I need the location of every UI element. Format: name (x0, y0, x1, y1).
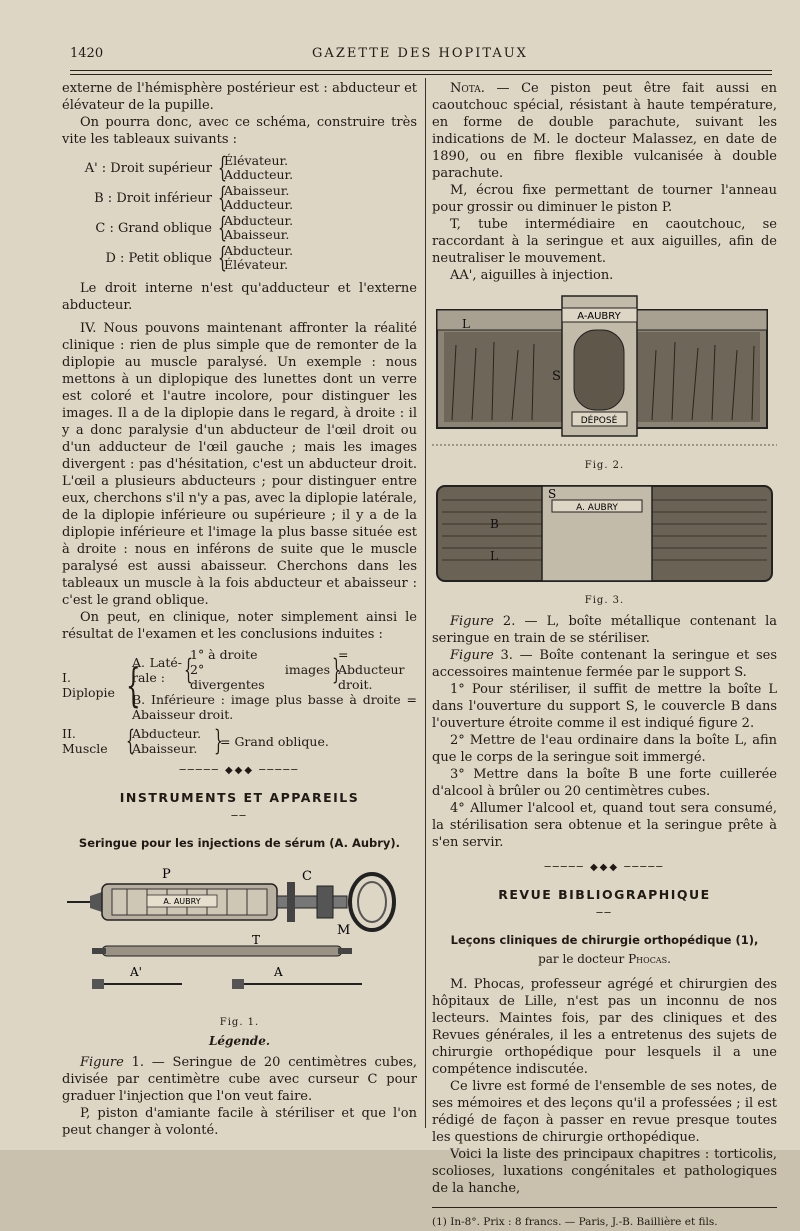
paragraph (432, 647, 777, 681)
brace-glyph: } (332, 652, 341, 686)
diplopia-details (132, 647, 417, 722)
paragraph: 1° Pour stériliser, il suffit de mettre la boîte L dans l'ouverture du support S, le couvercle B dans l'ouverture étroite comme il est indiqué figure 2. (432, 682, 777, 731)
depose-mark: DÉPOSÉ (580, 416, 618, 426)
brace-glyph: { (218, 151, 227, 184)
paragraph: P, piston d'amiante facile à stériliser et que l'on peut changer à volonté. (62, 1106, 417, 1138)
ornament-divider: ───── ◆◆◆ ───── (544, 862, 665, 873)
muscle-findings (132, 726, 212, 756)
lateral-label: A. Laté-rale : (132, 654, 182, 685)
paragraph: externe de l'hémisphère postérieur est : abducteur et élévateur de la pupille. (62, 81, 417, 113)
paragraph: Le droit interne n'est qu'adducteur et l'externe abducteur. (62, 281, 417, 313)
value: Adducteur. (224, 167, 294, 182)
footnote-rule (432, 1207, 777, 1208)
left-column (62, 80, 417, 1139)
figure-2-sterilizer (432, 290, 777, 474)
label-S: S (548, 487, 557, 501)
paragraph: 2° Mettre de l'eau ordinaire dans la boîte L, afin que le corps de la seringue soit immergé. (432, 733, 777, 765)
finding: 2° images divergentes (190, 662, 330, 692)
author-name: Phocas. (628, 952, 671, 966)
muscle-action-table (62, 151, 417, 274)
table-row (62, 211, 417, 244)
diplopia-block (62, 647, 417, 722)
paragraph-text: — Ce piston peut être fait aussi en caoutchouc spécial, résistant à haute température, en forme de double parachute, suivant les indications de M. le docteur Malassez, en date de 1890, ou en fibre flexible vulcanisée à double parachute. (432, 81, 777, 181)
label-C: C (302, 869, 312, 884)
label-L: L (490, 549, 498, 563)
paragraph: On peut, en clinique, noter simplement ainsi le résultat de l'examen et les conclusions induites : (62, 610, 417, 642)
muscle-label: II. Muscle (62, 726, 108, 756)
figure-caption: Fig. 2. (584, 460, 625, 471)
figure-caption: Fig. 3. (584, 595, 625, 606)
brace-glyph: { (218, 181, 227, 214)
figure-ref: Figure (450, 648, 494, 663)
label-P: P (162, 867, 171, 882)
finding: 1° à droite (190, 647, 258, 662)
value: Élévateur. (224, 153, 289, 168)
paragraph: T, tube intermédiaire en caoutchouc, se raccordant à la seringue et aux aiguilles, afin de neutraliser le mouvement. (432, 217, 777, 266)
table-row-values (224, 244, 293, 272)
label-S: S (552, 369, 561, 384)
brace-glyph: { (126, 724, 135, 757)
value: Élévateur. (224, 257, 289, 272)
figure-ref: Figure (450, 614, 494, 629)
box-brand: A-AUBRY (577, 311, 621, 322)
paragraph: 4° Allumer l'alcool et, quand tout sera consumé, la stérilisation sera obtenue et la seringue prête à s'en servir. (432, 801, 777, 850)
paragraph: AA', aiguilles à injection. (450, 268, 614, 283)
header-rule (70, 70, 772, 75)
value: Abaisseur. (224, 227, 290, 242)
paragraph (432, 613, 777, 647)
label-T: T (252, 933, 261, 947)
section-title: INSTRUMENTS ET APPAREILS (119, 790, 360, 805)
figure-1-syringe (62, 862, 417, 1031)
section-title: REVUE BIBLIOGRAPHIQUE (498, 887, 711, 902)
ornament-divider: ───── ◆◆◆ ───── (179, 765, 300, 776)
label-B: B (490, 517, 499, 531)
figure-ref: Figure (80, 1055, 124, 1070)
value: Abducteur. (224, 213, 294, 228)
paragraph (62, 1054, 417, 1105)
page-header (70, 40, 770, 66)
table-row-label: C : Grand oblique (95, 220, 212, 236)
label-M: M (337, 923, 351, 938)
short-rule: ── (231, 811, 248, 822)
short-rule: ── (596, 908, 613, 919)
brace-glyph: { (184, 652, 193, 686)
finding: Abducteur. (132, 726, 202, 741)
lateral-row (132, 647, 417, 692)
nota-label: Nota. (450, 81, 485, 96)
brace-glyph: { (218, 211, 227, 244)
article-subtitle: Seringue pour les injections de sérum (A. Aubry). (78, 836, 401, 850)
diplopia-label: I. Diplopie (62, 669, 115, 700)
label-A-prime: A' (130, 965, 142, 979)
paragraph-text: 1. — Seringue de 20 centimètres cubes, divisée par centimètre cube avec curseur C pour graduer l'injection que l'on veut faire. (62, 1055, 417, 1104)
closed-box-illustration (432, 480, 777, 590)
right-column (432, 80, 777, 1231)
value: Abaisseur. (224, 183, 290, 198)
column-divider (425, 78, 426, 1128)
finding: Abaisseur. (132, 741, 198, 756)
paragraph: IV. Nous pouvons maintenant affronter la réalité clinique : rien de plus simple que de remonter de la diplopie au muscle paralysé. Un exemple : nous mettons à un diplopique des lunettes dont un verre est coloré et l'autre incolore, pour distinguer les images. Il a de la diplopie dans le regard, à droite : il y a donc paralysie d'un abducteur de l'œil droit ou d'un adducteur de l'œil gauche ; mais les images divergent : pas d'hésitation, c'est un abducteur droit. L'œil a plusieurs abducteurs ; pour distinguer entre eux, cherchons s'il n'y a pas, avec la diplopie latérale, de la diplopie inférieure ou supérieure ; il y a de la diplopie inférieure et l'image la plus basse située est à droite : nous en inférons de suite que le muscle paralysé est aussi abaisseur. Cherchons dans les tableaux un muscle à la fois abducteur et abaisseur : c'est le grand oblique. (62, 321, 417, 608)
sterilizer-open-illustration (432, 290, 777, 455)
legend-heading: Légende. (208, 1034, 271, 1048)
table-row-values (224, 154, 293, 182)
paragraph (432, 80, 777, 182)
running-title: GAZETTE DES HOPITAUX (312, 46, 528, 61)
footnote: (1) In-8°. Prix : 8 francs. — Paris, J.-B. Baillière et fils. (432, 1216, 718, 1228)
paragraph: Ce livre est formé de l'ensemble de ses notes, de ses mémoires et des leçons qu'il a professées ; il est rédigé de façon à passer en revue presque toutes les questions de chirurgie orthopédique. (432, 1079, 777, 1145)
paragraph-text: 3. — Boîte contenant la seringue et ses accessoires maintenue fermée par le support S. (432, 648, 777, 680)
table-row (62, 181, 417, 214)
paragraph: M. Phocas, professeur agrégé et chirurgien des hôpitaux de Lille, n'est pas un inconnu de nos lecteurs. Maintes fois, par des cliniques et des Revues générales, il les a entretenus des sujets de chirurgie orthopédique pour lesquels il a une compétence indiscutée. (432, 977, 777, 1077)
lateral-result: = Abducteur droit. (338, 647, 405, 692)
author-prefix: par le docteur (538, 952, 625, 966)
figure-caption: Fig. 1. (219, 1017, 260, 1028)
table-row-values (224, 214, 293, 242)
diagnosis-table (62, 647, 417, 756)
paragraph: On pourra donc, avec ce schéma, construire très vite les tableaux suivants : (62, 115, 417, 147)
box-brand: A. AUBRY (576, 503, 618, 513)
muscle-result: = Grand oblique. (220, 733, 329, 749)
table-row-label: B : Droit inférieur (94, 190, 212, 206)
syringe-illustration (62, 862, 417, 1012)
brace-glyph: } (214, 724, 223, 757)
table-row (62, 151, 417, 184)
paragraph: Voici la liste des principaux chapitres : torticolis, scolioses, luxations congénitales et pathologiques de la hanche, (432, 1147, 777, 1196)
inferior-row: B. Inférieure : image plus basse à droite = Abaisseur droit. (132, 692, 417, 722)
syringe-brand: A. AUBRY (163, 897, 201, 906)
table-row (62, 241, 417, 274)
lateral-findings (190, 647, 330, 692)
brace-glyph: { (218, 241, 227, 274)
muscle-block (62, 726, 417, 756)
value: Abducteur. (224, 243, 294, 258)
paragraph: M, écrou fixe permettant de tourner l'anneau pour grossir ou diminuer le piston P. (432, 183, 777, 215)
figure-3-closed-box (432, 480, 777, 609)
label-A: A (274, 965, 283, 979)
page-number: 1420 (70, 46, 104, 61)
table-row-label: A' : Droit supérieur (84, 160, 212, 176)
brace-glyph: { (126, 657, 141, 712)
book-author-line (432, 951, 777, 968)
label-L: L (462, 317, 470, 331)
book-title: Leçons cliniques de chirurgie orthopédique (1), (450, 933, 759, 947)
paragraph: 3° Mettre dans la boîte B une forte cuillerée d'alcool à brûler ou 20 centimètres cubes. (432, 767, 777, 799)
table-row-label: D : Petit oblique (105, 250, 212, 266)
paragraph-text: 2. — L, boîte métallique contenant la seringue en train de se stériliser. (432, 614, 777, 646)
table-row-values (224, 184, 293, 212)
value: Adducteur. (224, 197, 294, 212)
